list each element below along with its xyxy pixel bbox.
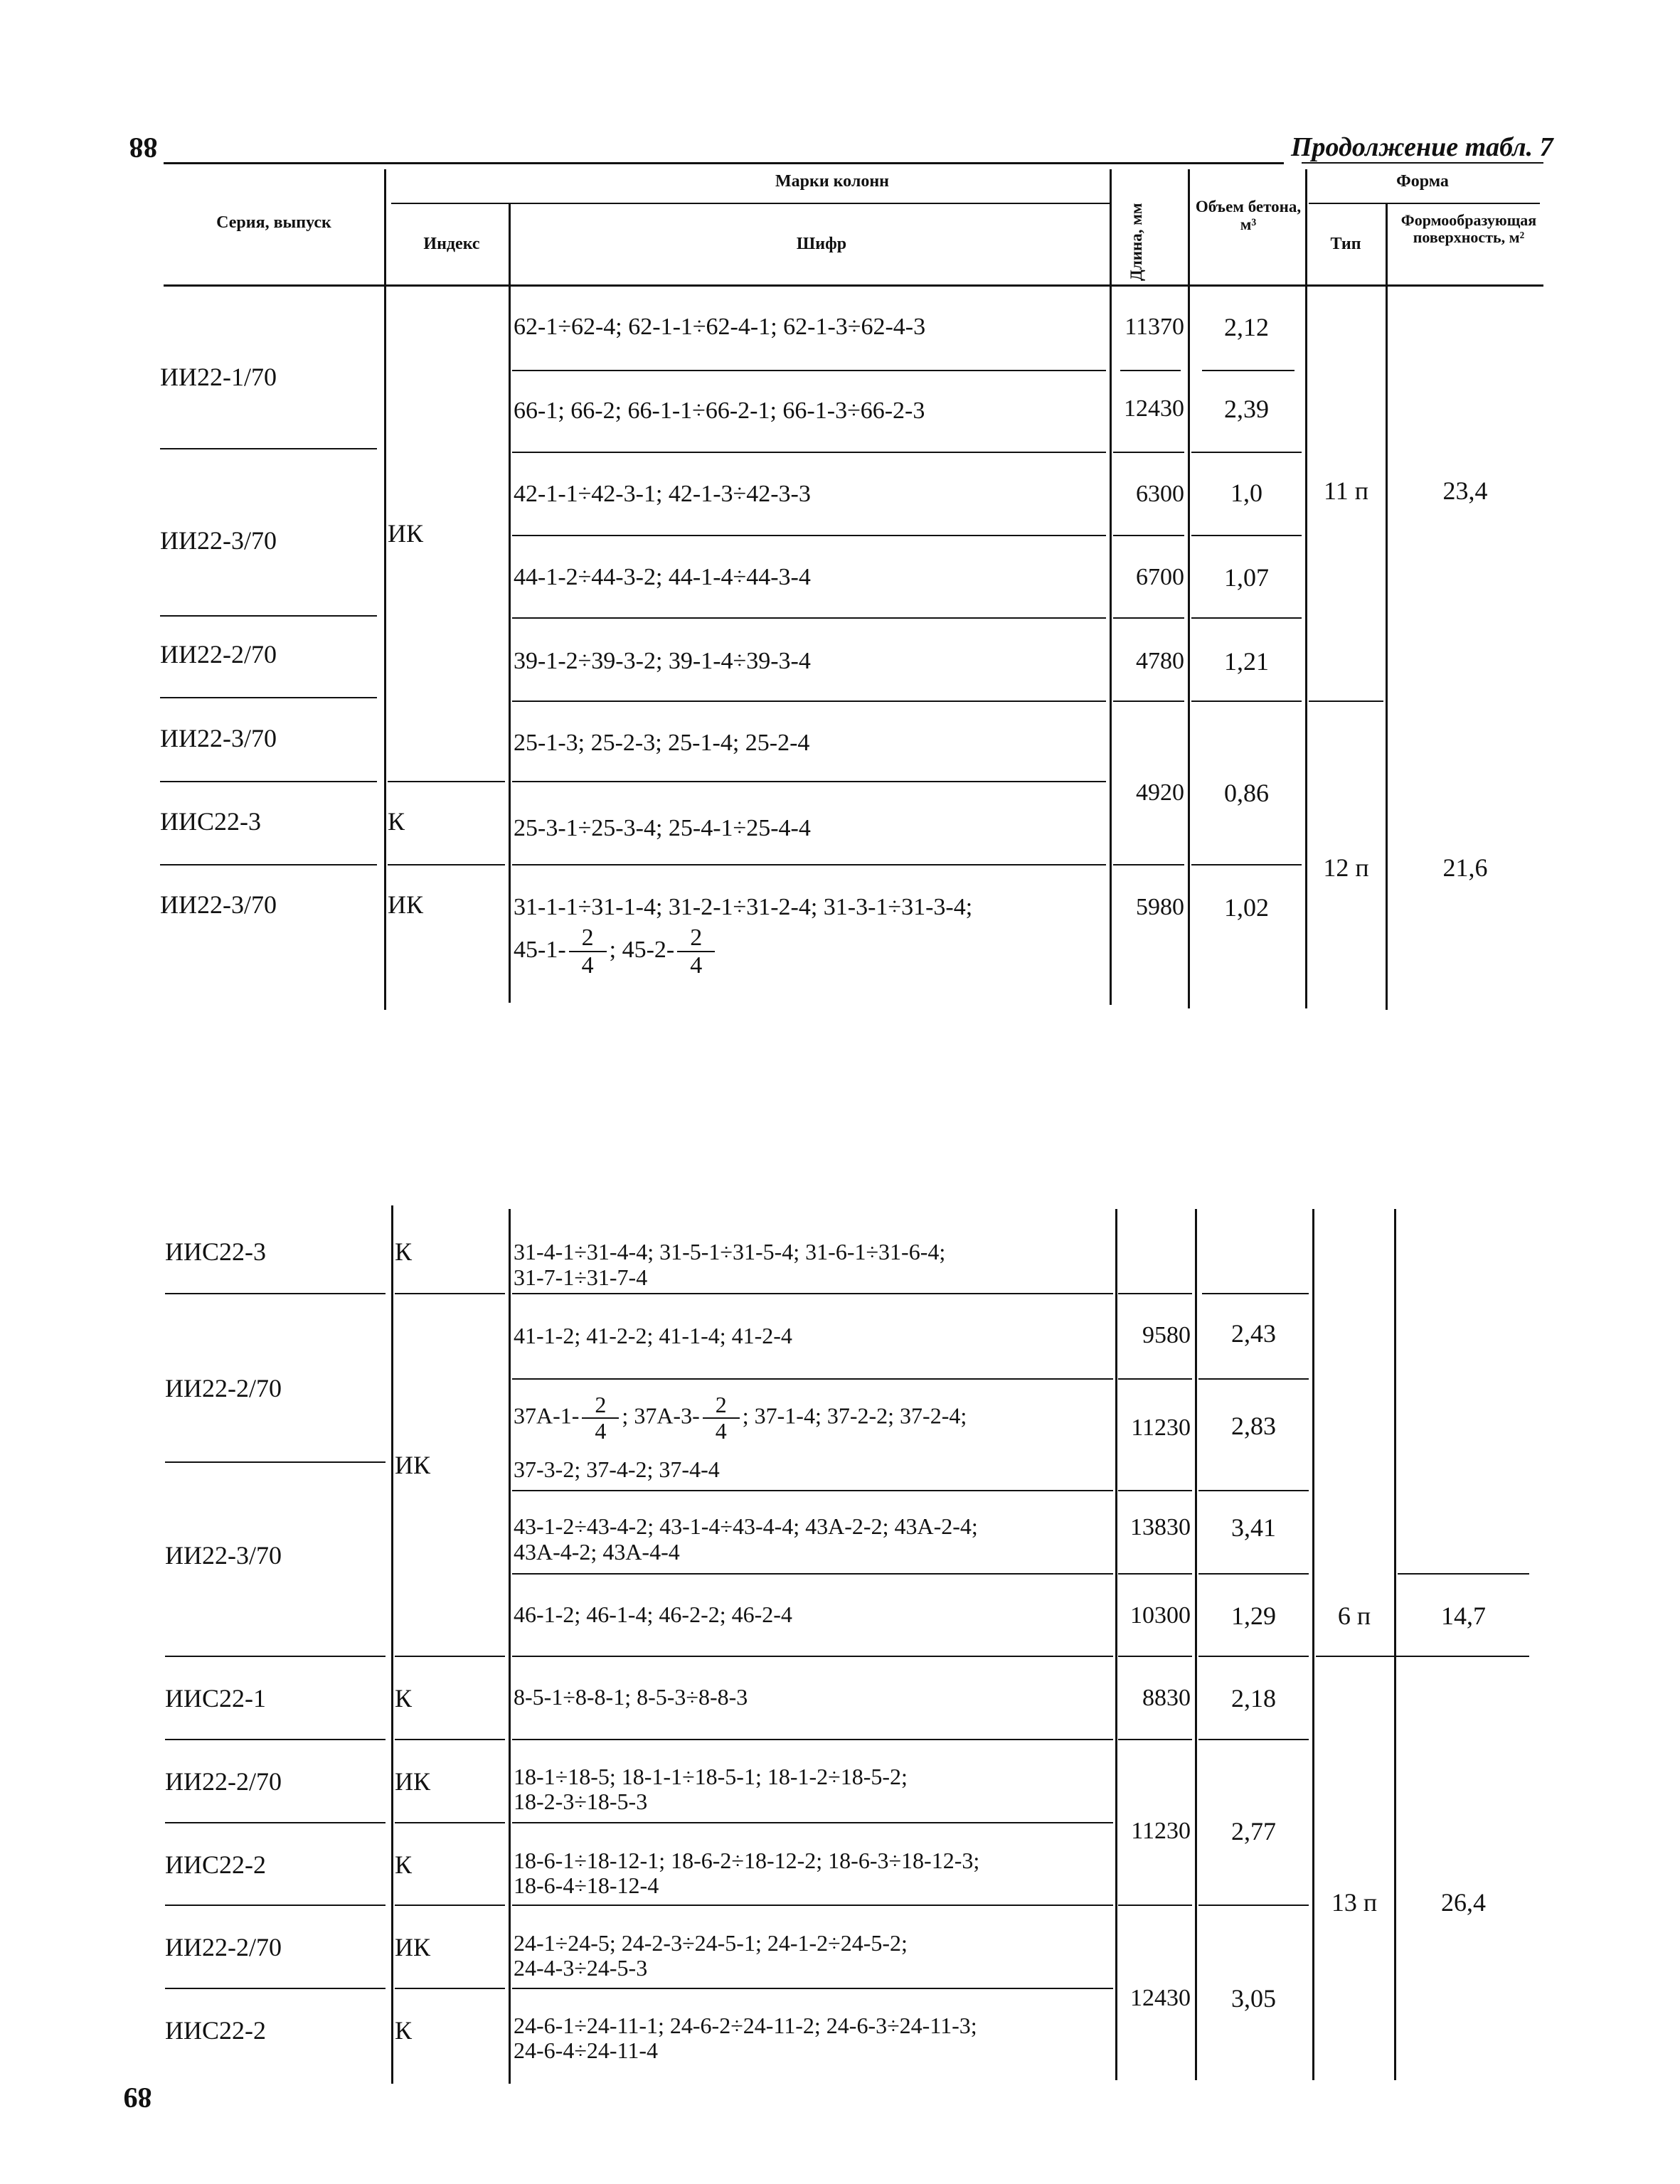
t2-length-6: 11230 (1131, 1818, 1191, 1844)
t2-volume-6: 2,77 (1231, 1817, 1276, 1845)
t2-series-6: ИИС22-2 (165, 1850, 266, 1879)
t2-type-2: 13 п (1331, 1888, 1378, 1917)
header-marks: Марки колонн (775, 172, 889, 191)
t1-code-6: 25-1-3; 25-2-3; 25-1-4; 25-2-4 (514, 730, 810, 756)
t1-length-3: 6300 (1136, 481, 1184, 507)
t2-code-1b: 31-7-1÷31-7-4 (514, 1264, 648, 1290)
continuation-title: Продолжение табл. 7 (1291, 132, 1553, 162)
t2-code-4b: 43А-4-2; 43А-4-4 (514, 1539, 680, 1565)
t1-volume-7: 1,02 (1224, 893, 1269, 922)
t1-code-5: 39-1-2÷39-3-2; 39-1-4÷39-3-4 (514, 648, 811, 674)
t1-volume-3: 1,0 (1230, 479, 1262, 507)
fraction: $\frac{2}{4}$ (703, 1392, 740, 1444)
t2-series-2: ИИ22-2/70 (165, 1374, 282, 1402)
t1-index-2: К (388, 807, 405, 836)
t2-series-5: ИИ22-2/70 (165, 1767, 282, 1796)
t2-index-2: ИК (395, 1451, 431, 1479)
t1-code-8a: 31-1-1÷31-1-4; 31-2-1÷31-2-4; 31-3-1÷31-3-4; (514, 894, 973, 920)
t1-code-4: 44-1-2÷44-3-2; 44-1-4÷44-3-4 (514, 564, 811, 590)
t2-code-7a: 18-1÷18-5; 18-1-1÷18-5-1; 18-1-2÷18-5-2; (514, 1764, 908, 1789)
t2-code-8a: 18-6-1÷18-12-1; 18-6-2÷18-12-2; 18-6-3÷18-12-3; (514, 1848, 980, 1873)
t2-index-1: К (395, 1237, 413, 1266)
t2-surface-2: 26,4 (1441, 1888, 1486, 1917)
t2-code-10b: 24-6-4÷24-11-4 (514, 2037, 658, 2063)
t1-length-7: 5980 (1136, 894, 1184, 920)
fraction: $\frac{2}{4}$ (569, 925, 607, 979)
t1-volume-6: 0,86 (1224, 779, 1269, 807)
page-number-top: 88 (129, 132, 158, 164)
t2-code-2: 41-1-2; 41-2-2; 41-1-4; 41-2-4 (514, 1323, 792, 1348)
t2-surface-1: 14,7 (1441, 1602, 1486, 1630)
t2-code-4a: 43-1-2÷43-4-2; 43-1-4÷43-4-4; 43А-2-2; 43А-2-4; (514, 1513, 978, 1539)
t1-series-2: ИИ22-3/70 (160, 526, 277, 555)
t2-series-3: ИИ22-3/70 (165, 1541, 282, 1570)
t1-series-3: ИИ22-2/70 (160, 640, 277, 668)
header-form: Форма (1396, 172, 1449, 191)
t1-length-1: 11370 (1125, 314, 1184, 340)
t1-code-1: 62-1÷62-4; 62-1-1÷62-4-1; 62-1-3÷62-4-3 (514, 314, 926, 340)
header-bottom-rule (164, 284, 1543, 287)
t1-length-6: 4920 (1136, 779, 1184, 806)
t2-code-3a: 37А-1- $\frac{2}{4}$ ; 37А-3- $\frac{2}{4}$ ; 37-1-4; 37-2-2; 37-2-4; (514, 1392, 967, 1444)
header-length: Длина, мм (1127, 203, 1145, 281)
t1-code-8b: 45-1- $\frac{2}{4}$ ; 45-2- $\frac{2}{4}$ (514, 925, 718, 979)
t2-length-3: 13830 (1130, 1514, 1191, 1540)
t2-index-5: К (395, 1850, 413, 1879)
t1-volume-5: 1,21 (1224, 647, 1269, 676)
t2-index-7: К (395, 2016, 413, 2045)
t2-length-4: 10300 (1130, 1602, 1191, 1629)
header-volume: Объем бетона, м³ (1195, 198, 1302, 234)
t2-series-7: ИИ22-2/70 (165, 1933, 282, 1961)
fraction: $\frac{2}{4}$ (677, 925, 715, 979)
t1-series-4: ИИ22-3/70 (160, 724, 277, 752)
t2-code-7b: 18-2-3÷18-5-3 (514, 1789, 648, 1814)
t2-code-3b: 37-3-2; 37-4-2; 37-4-4 (514, 1456, 720, 1482)
t1-series-6: ИИ22-3/70 (160, 890, 277, 919)
header-index: Индекс (423, 235, 480, 253)
t2-volume-3: 3,41 (1231, 1513, 1276, 1542)
t2-length-7: 12430 (1130, 1985, 1191, 2011)
t2-volume-2: 2,83 (1231, 1412, 1276, 1440)
t2-code-1a: 31-4-1÷31-4-4; 31-5-1÷31-5-4; 31-6-1÷31-6-4; (514, 1239, 946, 1264)
top-rule (164, 162, 1284, 164)
t2-length-5: 8830 (1142, 1685, 1191, 1711)
t2-code-8b: 18-6-4÷18-12-4 (514, 1873, 659, 1898)
t2-code-6: 8-5-1÷8-8-1; 8-5-3÷8-8-3 (514, 1684, 748, 1710)
t2-series-8: ИИС22-2 (165, 2016, 266, 2045)
t1-code-2: 66-1; 66-2; 66-1-1÷66-2-1; 66-1-3÷66-2-3 (514, 398, 925, 424)
t2-code-5: 46-1-2; 46-1-4; 46-2-2; 46-2-4 (514, 1602, 792, 1627)
t1-series-5: ИИС22-3 (160, 807, 261, 836)
t1-volume-4: 1,07 (1224, 563, 1269, 592)
header-surface: Формообразующая поверхность, м² (1400, 211, 1537, 247)
t2-volume-5: 2,18 (1231, 1684, 1276, 1712)
t1-code-7: 25-3-1÷25-3-4; 25-4-1÷25-4-4 (514, 815, 811, 841)
t1-surface-1: 23,4 (1442, 476, 1488, 505)
t2-code-9b: 24-4-3÷24-5-3 (514, 1955, 648, 1981)
t2-code-10a: 24-6-1÷24-11-1; 24-6-2÷24-11-2; 24-6-3÷24-11-3; (514, 2013, 977, 2038)
t1-length-5: 4780 (1136, 648, 1184, 674)
header-type: Тип (1330, 235, 1361, 253)
t1-length-2: 12430 (1124, 395, 1184, 422)
t1-volume-2: 2,39 (1224, 395, 1269, 423)
t1-code-3: 42-1-1÷42-3-1; 42-1-3÷42-3-3 (514, 481, 811, 507)
page-number-bottom: 89 (123, 2082, 152, 2114)
fraction: $\frac{2}{4}$ (582, 1392, 619, 1444)
t1-volume-1: 2,12 (1224, 313, 1269, 341)
t2-series-4: ИИС22-1 (165, 1684, 266, 1712)
t2-length-1: 9580 (1142, 1322, 1191, 1348)
t2-code-9a: 24-1÷24-5; 24-2-3÷24-5-1; 24-1-2÷24-5-2; (514, 1930, 908, 1956)
t2-volume-1: 2,43 (1231, 1319, 1276, 1348)
t2-series-1: ИИС22-3 (165, 1237, 266, 1266)
t1-index-3: ИК (388, 890, 424, 919)
t1-series-1: ИИ22-1/70 (160, 363, 277, 391)
t1-type-1: 11 п (1324, 476, 1368, 505)
header-series: Серия, выпуск (216, 213, 331, 232)
t2-length-2: 11230 (1131, 1415, 1191, 1441)
t1-length-4: 6700 (1136, 564, 1184, 590)
t2-volume-7: 3,05 (1231, 1984, 1276, 2013)
t1-surface-2: 21,6 (1442, 853, 1488, 882)
t2-index-4: ИК (395, 1767, 431, 1796)
t1-index-1: ИК (388, 519, 424, 548)
header-code: Шифр (796, 235, 847, 253)
t2-index-3: К (395, 1684, 413, 1712)
t2-volume-4: 1,29 (1231, 1602, 1276, 1630)
t2-type-1: 6 п (1337, 1602, 1371, 1630)
t1-type-2: 12 п (1323, 853, 1369, 882)
t2-index-6: ИК (395, 1933, 431, 1961)
